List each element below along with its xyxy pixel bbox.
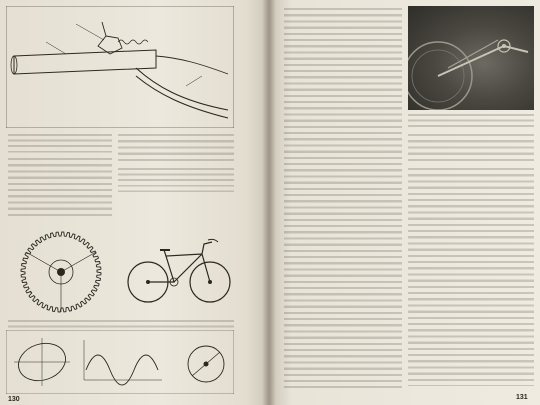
book-gutter-shadow <box>262 0 276 405</box>
right-page <box>270 0 540 405</box>
caption-rule-lines <box>118 168 234 194</box>
ellipse-wave-figure <box>6 330 234 394</box>
bicycle-figure <box>122 220 234 316</box>
photo-contents <box>408 6 534 110</box>
bicycle-detail-photo <box>408 6 534 110</box>
brake-mechanism-drawing <box>6 6 234 128</box>
fig4-caption-block <box>118 168 234 194</box>
caption-rule-lines <box>8 320 234 328</box>
right-page-column-2-bottom <box>408 168 534 386</box>
text-rule-lines <box>118 134 234 162</box>
page-number-right: 131 <box>516 394 528 401</box>
left-page-column-2 <box>118 134 234 162</box>
brake-mechanism-figure <box>6 6 234 128</box>
photo-caption-block <box>408 114 534 130</box>
left-page-column-1 <box>8 158 112 216</box>
text-rule-lines <box>8 158 112 216</box>
text-rule-lines <box>284 8 402 388</box>
fig5-caption-block <box>8 320 234 328</box>
text-rule-lines <box>408 168 534 386</box>
chainring-drawing <box>6 222 116 318</box>
fig1-caption-block <box>8 134 112 154</box>
page-number-left: 130 <box>8 396 20 403</box>
caption-rule-lines <box>8 134 112 154</box>
bicycle-drawing <box>122 220 234 316</box>
ellipse-wave-drawing <box>6 330 234 394</box>
right-page-column-1 <box>284 8 402 388</box>
text-rule-lines <box>408 134 534 162</box>
left-page <box>0 0 268 405</box>
chainring-figure <box>6 222 116 318</box>
caption-rule-lines <box>408 114 534 130</box>
right-page-column-2-top <box>408 134 534 162</box>
